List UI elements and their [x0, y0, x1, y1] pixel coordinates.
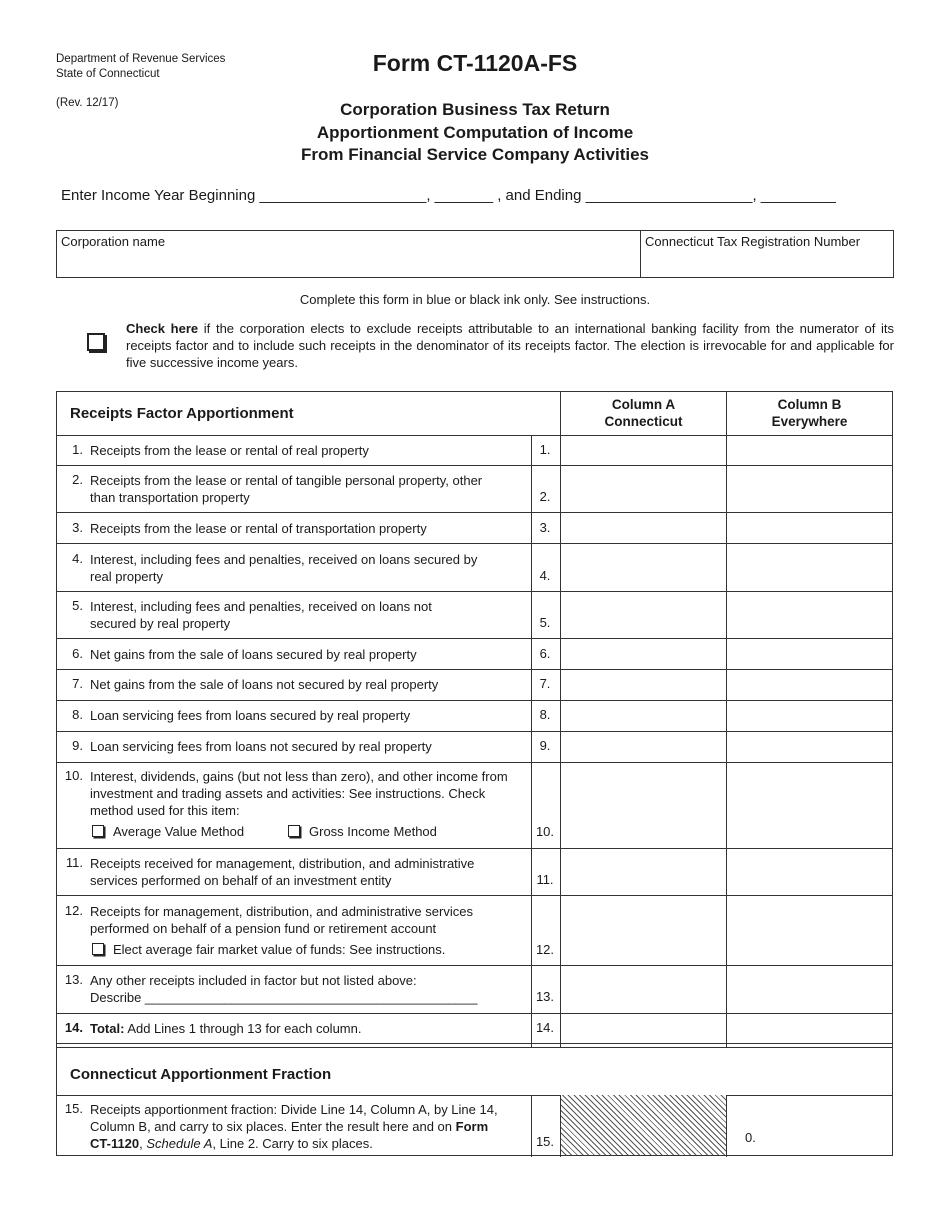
- row-rule: [57, 848, 892, 849]
- form-subtitle: [0, 99, 950, 167]
- row-rule: [57, 669, 892, 670]
- row-rule: [57, 465, 892, 466]
- revision-date: (Rev. 12/17): [56, 97, 119, 109]
- average-value-method-option[interactable]: [92, 824, 244, 839]
- subtitle-line-1: Corporation Business Tax Return: [340, 100, 610, 119]
- total-description: [90, 1020, 530, 1037]
- row-description: Net gains from the sale of loans not secured by real property: [90, 677, 439, 692]
- dept-line-1: Department of Revenue Services: [56, 53, 226, 65]
- row-number: 3.: [72, 520, 83, 535]
- election-description: if the corporation elects to exclude receipts attributable to an international banking facility from the numerator of its receipts factor and to include such receipts in the denominator of its receipts factor. The election is irrevocable for and applicable for five successive income years.: [126, 321, 894, 370]
- dept-line-2: State of Connecticut: [56, 68, 160, 80]
- describe-field[interactable]: Describe ______________________________________________: [90, 990, 478, 1005]
- subtitle-line-2: Apportionment Computation of Income: [316, 122, 634, 142]
- corp-box-divider: [640, 231, 641, 277]
- row-number: 9.: [72, 738, 83, 753]
- line-number: 1.: [539, 442, 551, 457]
- line-number: 7.: [539, 676, 551, 691]
- row-rule: [57, 638, 892, 639]
- line-number: 15.: [535, 1134, 555, 1149]
- check-here-label: Check here: [126, 321, 199, 336]
- row-number: 10.: [64, 768, 83, 783]
- row-rule: [57, 965, 892, 966]
- row-number: 5.: [72, 598, 83, 613]
- line-number: 4.: [539, 568, 551, 583]
- row-description: Interest, including fees and penalties, received on loans not secured by real property: [90, 599, 432, 631]
- column-b-sublabel: Everywhere: [771, 414, 848, 429]
- row-number: 2.: [72, 472, 83, 487]
- row-number: 12.: [64, 903, 83, 918]
- row-description: Loan servicing fees from loans not secured by real property: [90, 739, 432, 754]
- average-value-method-label: Average Value Method: [113, 824, 245, 839]
- fraction-instruction-1: Receipts apportionment fraction: Divide Line 14, Column A, by Line 14, Column B, and carry to six places. Enter the result here and on: [90, 1102, 498, 1134]
- ibf-election-checkbox[interactable]: [87, 333, 105, 351]
- col-b-divider: [726, 392, 727, 1047]
- row-description: Receipts received for management, distribution, and administrative services performed on behalf of an investment entity: [90, 856, 475, 888]
- apportionment-fraction-value[interactable]: 0.: [745, 1130, 756, 1145]
- line-number: 13.: [535, 989, 555, 1004]
- line-number: 3.: [539, 520, 551, 535]
- apportionment-fraction-heading: Connecticut Apportionment Fraction: [70, 1066, 332, 1083]
- schedule-reference: Schedule A: [146, 1136, 213, 1151]
- row-number: 13.: [64, 972, 83, 987]
- column-a-label: Column A: [611, 397, 676, 412]
- elect-average-fmv-checkbox[interactable]: [92, 943, 104, 955]
- row-rule: [57, 1095, 892, 1096]
- form-reference: Form CT-1120: [90, 1119, 489, 1151]
- row-number: 15.: [64, 1101, 83, 1116]
- row-description: Interest, including fees and penalties, received on loans secured by real property: [90, 552, 478, 584]
- income-year-field[interactable]: Enter Income Year Beginning ____________________, _______ , and Ending ____________________, _________: [61, 187, 836, 204]
- gross-income-method-checkbox[interactable]: [288, 825, 300, 837]
- row-description: [90, 1101, 505, 1152]
- row-description: Receipts from the lease or rental of transportation property: [90, 521, 427, 536]
- row-rule: [57, 1043, 892, 1044]
- row-number: 6.: [72, 646, 83, 661]
- elect-average-fmv-label: Elect average fair market value of funds: See instructions.: [113, 942, 446, 957]
- line-number: 10.: [535, 824, 555, 839]
- row-number: 1.: [72, 442, 83, 457]
- col-b-divider-15: [726, 1095, 727, 1157]
- receipts-factor-heading: Receipts Factor Apportionment: [70, 405, 294, 422]
- line-number: 5.: [539, 615, 551, 630]
- row-description: Receipts for management, distribution, and administrative services performed on behalf of a pension fund or retirement account: [90, 904, 473, 936]
- row-rule: [57, 700, 892, 701]
- subtitle-line-3: From Financial Service Company Activities: [301, 145, 649, 164]
- row-description: Any other receipts included in factor but not listed above:: [90, 973, 417, 988]
- gross-income-method-label: Gross Income Method: [309, 824, 437, 839]
- row-description: Net gains from the sale of loans secured by real property: [90, 647, 417, 662]
- average-value-method-checkbox[interactable]: [92, 825, 104, 837]
- col-a-divider: [560, 435, 561, 1047]
- row-number: 7.: [72, 676, 83, 691]
- row-rule: [57, 435, 892, 436]
- receipts-factor-table: [56, 391, 893, 1156]
- column-b-header: [727, 396, 892, 430]
- row-rule: [57, 762, 892, 763]
- line-number: 8.: [539, 707, 551, 722]
- row-rule: [57, 512, 892, 513]
- row-rule: [57, 1047, 892, 1048]
- line-number: 2.: [539, 489, 551, 504]
- row-description: Receipts from the lease or rental of real property: [90, 443, 369, 458]
- corporation-name-field[interactable]: Corporation name: [61, 234, 166, 249]
- row-number: 8.: [72, 707, 83, 722]
- row-number: 4.: [72, 551, 83, 566]
- line-number: 12.: [535, 942, 555, 957]
- elect-average-fmv-option[interactable]: [92, 942, 445, 957]
- total-instruction: Add Lines 1 through 13 for each column.: [124, 1021, 362, 1036]
- row-rule: [57, 731, 892, 732]
- tax-registration-number-field[interactable]: Connecticut Tax Registration Number: [645, 234, 861, 249]
- column-b-label: Column B: [777, 397, 842, 412]
- row-description: Loan servicing fees from loans secured by real property: [90, 708, 411, 723]
- hatched-shaded-cell: [561, 1095, 726, 1155]
- row-description: Receipts from the lease or rental of tangible personal property, other than transportation property: [90, 473, 483, 505]
- line-number: 14.: [535, 1020, 555, 1035]
- form-title: Form CT-1120A-FS: [372, 50, 578, 76]
- row-rule: [57, 591, 892, 592]
- line-number: 6.: [539, 646, 551, 661]
- corporation-info-box: [56, 230, 894, 278]
- column-a-header: [561, 396, 726, 430]
- row-description: Interest, dividends, gains (but not less than zero), and other income from investment and trading assets and activities: See instructions. Check method used for this item:: [90, 769, 508, 818]
- row-number: 14.: [64, 1020, 83, 1035]
- row-rule: [57, 1013, 892, 1014]
- line-number: 9.: [539, 738, 551, 753]
- column-a-sublabel: Connecticut: [604, 414, 683, 429]
- row-rule: [57, 895, 892, 896]
- line-number: 11.: [536, 872, 554, 887]
- ibf-election-text: [126, 320, 894, 371]
- row-rule: [57, 543, 892, 544]
- reference-separator: ,: [139, 1136, 147, 1151]
- row-number: 11.: [65, 855, 83, 870]
- ink-instruction: Complete this form in blue or black ink only. See instructions.: [299, 292, 651, 307]
- gross-income-method-option[interactable]: [288, 824, 437, 839]
- total-label: Total:: [90, 1021, 125, 1036]
- fraction-instruction-2: , Line 2. Carry to six places.: [212, 1136, 373, 1151]
